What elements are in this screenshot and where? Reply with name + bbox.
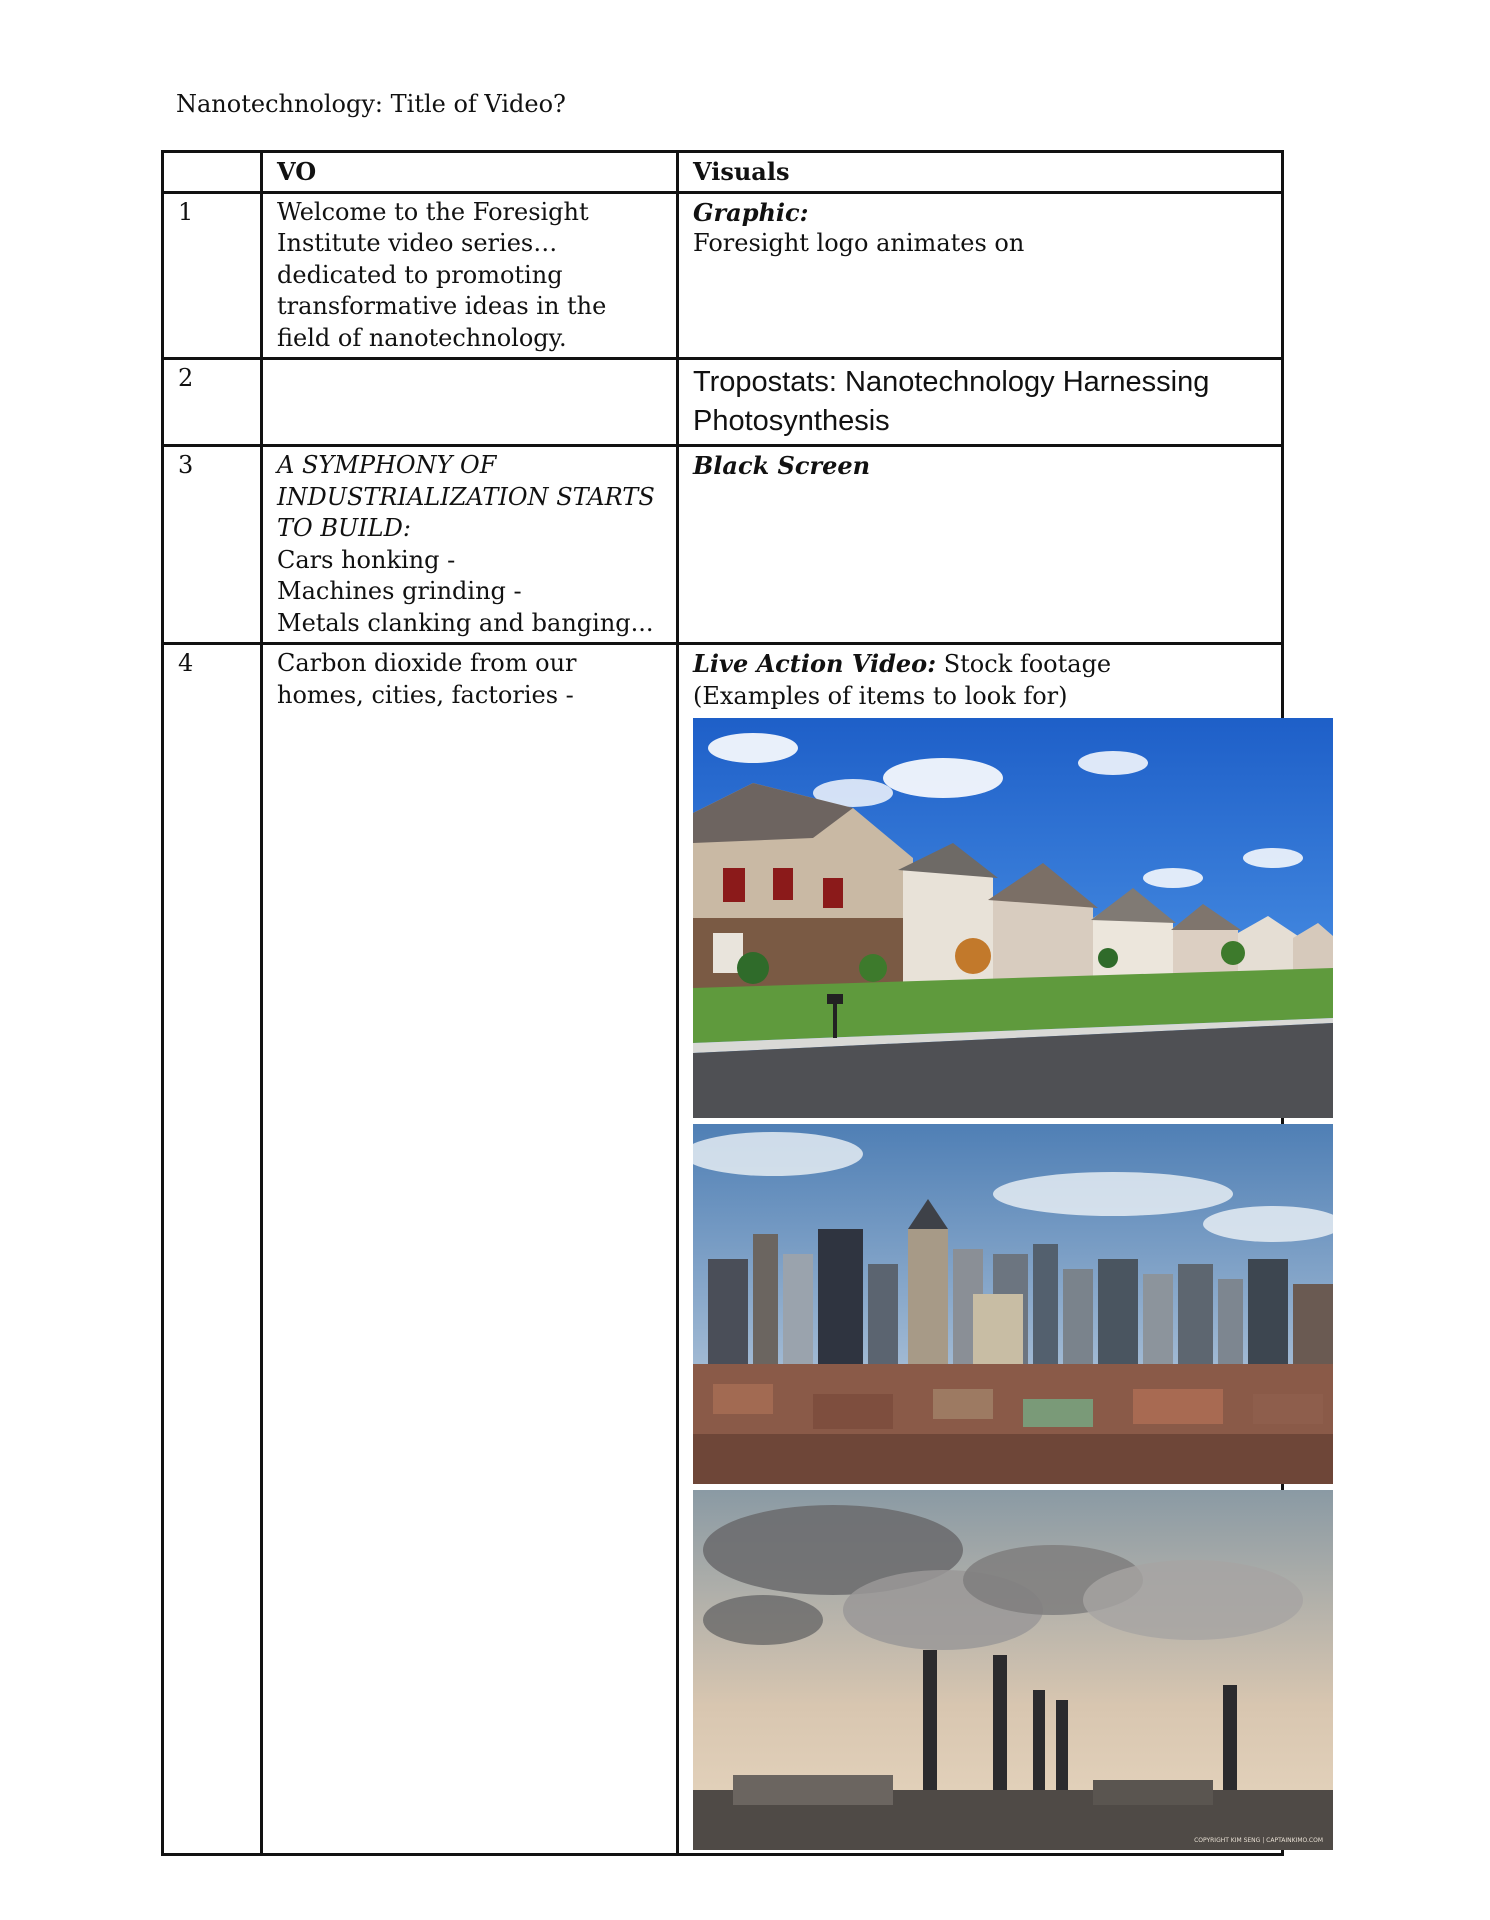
table-row [163,446,1283,644]
visual-label: Live Action Video: [693,649,937,678]
visual-text: Foresight logo animates on [693,229,1025,257]
visuals-cell [678,359,1283,446]
vo-direction-line: A SYMPHONY OF [277,451,497,479]
visual-text: Stock footage [943,650,1112,678]
table-row [163,359,1283,446]
skyline-illustration [693,1124,1333,1484]
vo-line: Carbon dioxide from our [277,649,577,677]
table-row [163,644,1283,1855]
visual-label: Graphic: [693,197,809,227]
smokestacks-illustration [693,1490,1333,1850]
video-title-line: Photosynthesis [693,405,890,437]
row-number: 4 [163,644,262,1855]
vo-line: homes, cities, factories - [277,680,574,709]
row-number: 3 [163,446,262,644]
vo-line: Machines grinding - [277,577,522,605]
vo-cell [262,446,678,644]
table-header-row [163,152,1283,193]
visual-label: Black Screen [693,451,871,480]
vo-line: field of nanotechnology. [277,323,567,352]
vo-direction-line: INDUSTRIALIZATION STARTS [277,482,655,511]
row-number: 2 [163,359,262,446]
vo-line: Cars honking - [277,545,456,574]
city-skyline-photo [693,1124,1333,1484]
vo-line: transformative ideas in the [277,292,607,320]
visuals-cell [678,192,1283,359]
suburban-houses-photo [693,718,1333,1118]
vo-line: Institute video series… [277,229,558,257]
document-title: Nanotechnology: Title of Video? [176,90,566,118]
photo-watermark: COPYRIGHT KIM SENG | CAPTAINKIMO.COM [1194,1837,1323,1844]
vo-cell [262,644,678,1855]
houses-illustration [693,718,1333,1118]
visuals-cell [678,446,1283,644]
video-title-line: Tropostats: Nanotechnology Harnessing [693,366,1210,398]
row-number: 1 [163,192,262,359]
visuals-cell [678,644,1323,1855]
vo-line: dedicated to promoting [277,260,563,289]
visual-note: (Examples of items to look for) [693,681,1068,710]
vo-cell [262,192,678,359]
vo-direction-line: TO BUILD: [277,514,411,542]
header-visuals: Visuals [678,152,1283,193]
factory-smokestacks-photo [693,1490,1333,1850]
vo-line: Metals clanking and banging... [277,608,654,637]
vo-cell [262,359,678,446]
vo-line: Welcome to the Foresight [277,197,589,226]
header-num [163,152,262,193]
table-row [163,192,1283,359]
script-table [161,150,1323,1856]
header-vo: VO [262,152,678,193]
